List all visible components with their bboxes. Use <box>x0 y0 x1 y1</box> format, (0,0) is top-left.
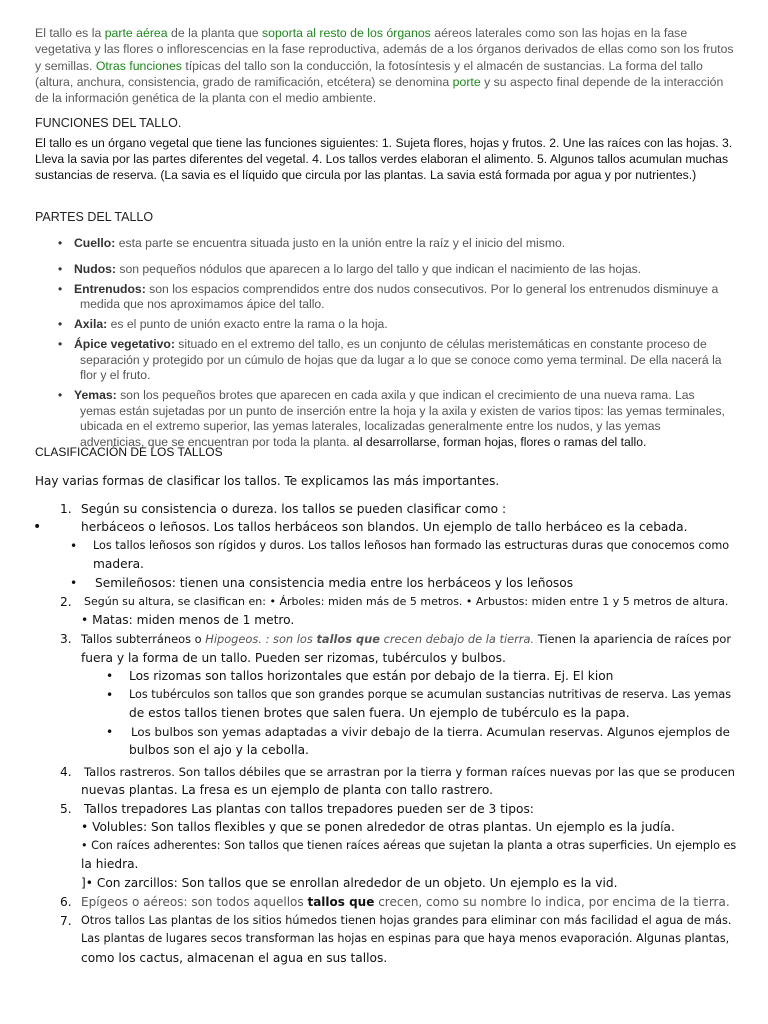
part-term: Nudos: <box>74 262 116 276</box>
part-term: Axila: <box>74 317 108 332</box>
list-number: 3. <box>60 632 72 646</box>
list-item: Los rizomas son tallos horizontales que están por debajo de la tierra. Ej. El kion <box>129 669 614 683</box>
bullet: • <box>106 725 114 739</box>
part-term: Ápice vegetativo: <box>74 336 175 351</box>
list-item: nuevas plantas. La fresa es un ejemplo de planta con tallo rastrero. <box>81 783 493 797</box>
bullet: • <box>58 387 63 402</box>
bullet: • <box>58 317 63 332</box>
intro-paragraph <box>35 25 735 106</box>
list-item <box>58 388 728 451</box>
text: Tienen la apariencia de raíces por <box>534 632 732 646</box>
list-item: Otros tallos Las plantas de los sitios húmedos tienen hojas grandes para eliminar con más facilidad el agua de más. <box>81 914 732 927</box>
list-item <box>58 317 728 333</box>
list-number: 5. <box>60 802 72 816</box>
clasificacion-heading: CLASIFICACIÓN DE LOS TALLOS <box>35 445 223 459</box>
list-item: ]• Con zarcillos: Son tallos que se enrollan alrededor de un objeto. Un ejemplo es la vid. <box>81 876 618 890</box>
list-item: la hiedra. <box>81 857 139 871</box>
text-italic: Hipogeos. : son los <box>205 632 317 646</box>
intro-link-soporta[interactable]: soporta al resto de los órganos <box>261 26 431 40</box>
bullet: • <box>70 576 78 590</box>
part-term: Entrenudos: <box>74 281 146 296</box>
list-item: fuera y la forma de un tallo. Pueden ser rizomas, tubérculos y bulbos. <box>81 651 506 665</box>
bullet: • <box>58 281 63 296</box>
intro-text: típicas del tallo son la conducción, la fotosíntesis y el almacén de sustancias. La forma del tallo (altura, anchura, consistencia, grado de ramificación, etcétera) se denomina <box>35 58 703 89</box>
intro-text: aéreos laterales como son las hojas en la fase vegetativa y las flores o inflorescencias en la fase reproductiva, además de a los órganos derivados de ellas como son los frutos y semillas. <box>35 26 734 73</box>
intro-link-porte[interactable]: porte <box>452 74 481 89</box>
list-item: como los cactus, almacenan el agua en sus tallos. <box>81 951 388 965</box>
list-item: herbáceos o leñosos. Los tallos herbáceos son blandos. Un ejemplo de tallo herbáceo es la cebada. <box>81 520 688 534</box>
intro-link-otras-funciones[interactable]: Otras funciones <box>95 58 182 73</box>
list-number: 4. <box>60 765 72 779</box>
bullet: • <box>58 336 63 351</box>
list-number: 7. <box>60 914 72 928</box>
list-item: Los tallos leñosos son rígidos y duros. Los tallos leñosos han formado las estructuras duras que conocemos como <box>93 539 730 552</box>
partes-list-first <box>58 236 728 252</box>
text-bold: tallos que <box>307 895 375 909</box>
partes-list <box>58 262 728 451</box>
text-bold-italic: tallos que <box>316 632 380 646</box>
part-desc: son pequeños nódulos que aparecen a lo largo del tallo y que indican el nacimiento de las hojas. <box>115 262 642 276</box>
list-item <box>81 630 731 648</box>
part-desc: es el punto de unión exacto entre la rama o la hoja. <box>107 317 388 332</box>
list-item: Según su consistencia o dureza. los tallos se pueden clasificar como : <box>81 502 507 516</box>
list-item <box>58 262 728 278</box>
list-item: • Volubles: Son tallos flexibles y que se ponen alrededor de otras plantas. Un ejemplo es la judía. <box>81 820 675 834</box>
funciones-heading: FUNCIONES DEL TALLO. <box>35 116 182 130</box>
text: Epígeos o aéreos: son todos aquellos <box>81 895 308 909</box>
part-desc: son los pequeños brotes que aparecen en cada axila y que indican el crecimiento de una nueva rama. Las yemas están sujetadas por un punto de inserción entre la hoja y la axila y existen de varios tipos: las yemas terminales, ubicada en el extremo superior, las yemas laterales, localizadas generalmente entre los nudos, y las yemas adventicias, que se encuentran por toda la planta. <box>80 387 725 450</box>
part-desc: son los espacios comprendidos entre dos nudos consecutivos. Por lo general los entrenudos disminuye a medida que nos aproximamos ápice del tallo. <box>80 281 719 312</box>
clasificacion-intro: Hay varias formas de clasificar los tallos. Te explicamos las más importantes. <box>35 474 500 488</box>
list-item: Las plantas de lugares secos transforman las hojas en espinas para que haya menos evaporación. Algunas plantas, <box>81 932 730 945</box>
bullet: • <box>106 688 114 702</box>
list-item <box>81 893 730 911</box>
text-italic: crecen debajo de la tierra. <box>379 632 535 646</box>
bullet: • <box>106 669 114 683</box>
list-item: Tallos trepadores Las plantas con tallos trepadores pueden ser de 3 tipos: <box>84 802 534 816</box>
text: crecen, como su nombre lo indica, por encima de la tierra. <box>374 895 730 909</box>
intro-text: El tallo es la <box>35 26 105 40</box>
list-number: 1. <box>60 502 72 516</box>
part-desc: esta parte se encuentra situada justo en la unión entre la raíz y el inicio del mismo. <box>115 236 566 250</box>
bullet: • <box>58 236 63 250</box>
list-item: • Matas: miden menos de 1 metro. <box>81 613 295 627</box>
list-item: Tallos rastreros. Son tallos débiles que se arrastran por la tierra y forman raíces nuevas por las que se producen <box>84 765 735 779</box>
list-item: • Con raíces adherentes: Son tallos que tienen raíces aéreas que sujetan la planta a otras superficies. Un ejemplo es <box>81 839 737 852</box>
bullet: • <box>33 519 42 535</box>
list-number: 6. <box>60 895 72 909</box>
list-item <box>58 337 728 384</box>
list-item: madera. <box>93 557 144 571</box>
part-desc-tail: al desarrollarse, forman hojas, flores o ramas del tallo. <box>349 435 647 450</box>
list-item: Los bulbos son yemas adaptadas a vivir debajo de la tierra. Acumulan reservas. Algunos ejemplos de <box>131 725 730 739</box>
list-item: bulbos son el ajo y la cebolla. <box>129 743 309 757</box>
intro-link-parte-aerea[interactable]: parte aérea <box>104 26 168 40</box>
list-item: de estos tallos tienen brotes que salen fuera. Un ejemplo de tubérculo es la papa. <box>129 706 630 720</box>
partes-heading: PARTES DEL TALLO <box>35 210 154 224</box>
part-term: Cuello: <box>74 236 116 250</box>
intro-text: y su aspecto final depende de la interacción de la información genética de la planta con el medio ambiente. <box>35 74 724 106</box>
intro-text: de la planta que <box>167 26 262 40</box>
part-desc: situado en el extremo del tallo, es un conjunto de células meristemáticas en constante proceso de separación y protegido por un cúmulo de hojas que da lugar a lo que se conoce como yema terminal. De ella nacerá la flor y el fruto. <box>80 336 722 383</box>
text: Tallos subterráneos o <box>81 632 206 646</box>
list-item <box>58 236 728 252</box>
list-number: 2. <box>60 595 72 609</box>
list-item: Los tubérculos son tallos que son grandes porque se acumulan sustancias nutritivas de reserva. Las yemas <box>129 688 732 701</box>
list-item: Semileñosos: tienen una consistencia media entre los herbáceos y los leñosos <box>95 576 574 590</box>
funciones-text: El tallo es un órgano vegetal que tiene las funciones siguientes: 1. Sujeta flores, hojas y frutos. 2. Une las raíces con las hojas. 3. Lleva la savia por las partes diferentes del vegetal. 4. Los tallos verdes elaboran el alimento. 5. Algunos tallos acumulan muchas sustancias de reserva. (La savia es el líquido que circula por las plantas. La savia está formada por agua y por nutrientes.) <box>35 136 733 182</box>
list-item <box>58 282 728 313</box>
list-item: Según su altura, se clasifican en: • Árboles: miden más de 5 metros. • Arbustos: miden entre 1 y 5 metros de altura. <box>84 595 729 608</box>
bullet: • <box>58 262 63 276</box>
part-term: Yemas: <box>74 387 117 402</box>
bullet: • <box>70 539 78 553</box>
